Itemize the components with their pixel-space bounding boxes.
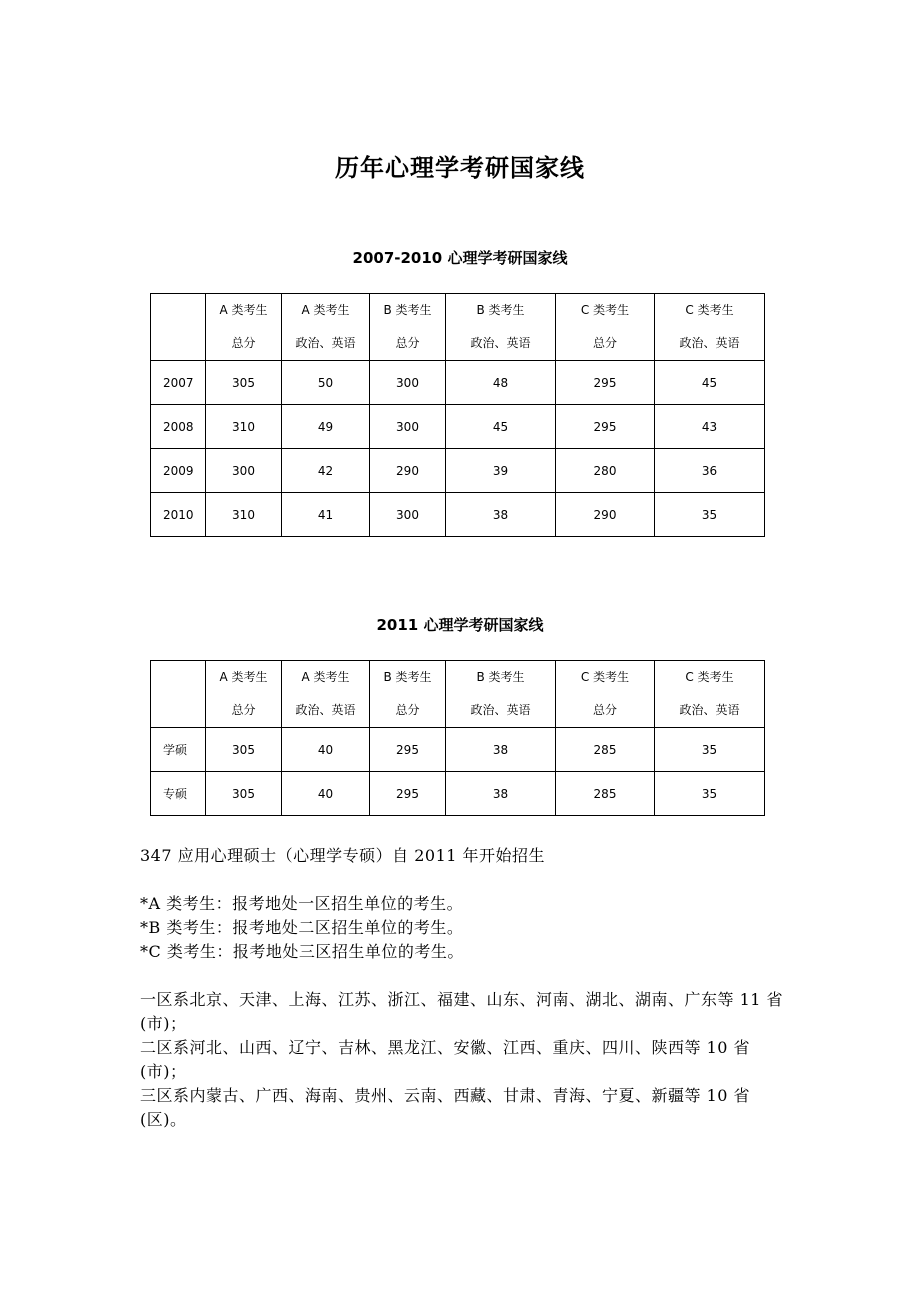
table-cell: 300 [370, 405, 446, 449]
table-cell: 40 [282, 772, 370, 816]
table-cell: 295 [370, 772, 446, 816]
table-cell: 295 [556, 405, 655, 449]
table-row [151, 449, 765, 493]
row-label: 2007 [151, 361, 206, 405]
row-label: 学硕 [151, 728, 206, 772]
table-cell: 35 [655, 493, 765, 537]
notes-block [140, 844, 790, 1132]
header-cell: B 类考生 总分 [370, 294, 446, 361]
header-cell [151, 294, 206, 361]
table-cell: 285 [556, 728, 655, 772]
table-cell: 45 [446, 405, 556, 449]
enrollment-note: 347 应用心理硕士（心理学专硕）自 2011 年开始招生 [140, 846, 546, 865]
row-label: 专硕 [151, 772, 206, 816]
table-cell: 300 [370, 361, 446, 405]
table-cell: 49 [282, 405, 370, 449]
table-row [151, 493, 765, 537]
table-cell: 38 [446, 493, 556, 537]
header-cell: C 类考生 政治、英语 [655, 294, 765, 361]
table-cell: 39 [446, 449, 556, 493]
table-cell: 305 [206, 772, 282, 816]
header-cell: A 类考生 总分 [206, 661, 282, 728]
table-cell: 45 [655, 361, 765, 405]
table-cell: 295 [556, 361, 655, 405]
table-cell: 38 [446, 728, 556, 772]
table-cell: 310 [206, 405, 282, 449]
table-cell: 300 [206, 449, 282, 493]
zone-3-description: 三区系内蒙古、广西、海南、贵州、云南、西藏、甘肃、青海、宁夏、新疆等 10 省(区)。 [140, 1086, 751, 1129]
table-cell: 300 [370, 493, 446, 537]
header-cell: A 类考生 政治、英语 [282, 661, 370, 728]
score-table-2007-2010 [150, 293, 765, 537]
section1-heading: 2007-2010 心理学考研国家线 [352, 249, 568, 267]
page-title: 历年心理学考研国家线 [335, 154, 585, 182]
table-cell: 36 [655, 449, 765, 493]
category-a-definition: *A 类考生：报考地处一区招生单位的考生。 [140, 894, 464, 913]
header-cell: B 类考生 政治、英语 [446, 661, 556, 728]
table-cell: 305 [206, 361, 282, 405]
table-row [151, 728, 765, 772]
table-cell: 290 [556, 493, 655, 537]
table-cell: 35 [655, 772, 765, 816]
table-cell: 280 [556, 449, 655, 493]
section2-heading: 2011 心理学考研国家线 [376, 616, 544, 634]
zone-1-description: 一区系北京、天津、上海、江苏、浙江、福建、山东、河南、湖北、湖南、广东等 11 省(市)； [140, 990, 784, 1033]
table-cell: 43 [655, 405, 765, 449]
table-header-row [151, 294, 765, 361]
category-b-definition: *B 类考生：报考地处二区招生单位的考生。 [140, 918, 464, 937]
table-cell: 310 [206, 493, 282, 537]
category-c-definition: *C 类考生：报考地处三区招生单位的考生。 [140, 942, 464, 961]
header-cell: A 类考生 总分 [206, 294, 282, 361]
score-table-2011 [150, 660, 765, 816]
row-label: 2010 [151, 493, 206, 537]
table-cell: 285 [556, 772, 655, 816]
header-cell: C 类考生 政治、英语 [655, 661, 765, 728]
table-cell: 48 [446, 361, 556, 405]
header-cell: B 类考生 总分 [370, 661, 446, 728]
table-cell: 41 [282, 493, 370, 537]
row-label: 2009 [151, 449, 206, 493]
header-cell [151, 661, 206, 728]
header-cell: C 类考生 总分 [556, 661, 655, 728]
row-label: 2008 [151, 405, 206, 449]
table-row [151, 772, 765, 816]
zone-2-description: 二区系河北、山西、辽宁、吉林、黑龙江、安徽、江西、重庆、四川、陕西等 10 省(市)； [140, 1038, 751, 1081]
header-cell: A 类考生 政治、英语 [282, 294, 370, 361]
table-row [151, 361, 765, 405]
table-cell: 295 [370, 728, 446, 772]
table-cell: 305 [206, 728, 282, 772]
table-cell: 35 [655, 728, 765, 772]
table-cell: 290 [370, 449, 446, 493]
header-cell: B 类考生 政治、英语 [446, 294, 556, 361]
header-cell: C 类考生 总分 [556, 294, 655, 361]
table-cell: 42 [282, 449, 370, 493]
table-header-row [151, 661, 765, 728]
table-cell: 50 [282, 361, 370, 405]
table-cell: 40 [282, 728, 370, 772]
table-row [151, 405, 765, 449]
table-cell: 38 [446, 772, 556, 816]
